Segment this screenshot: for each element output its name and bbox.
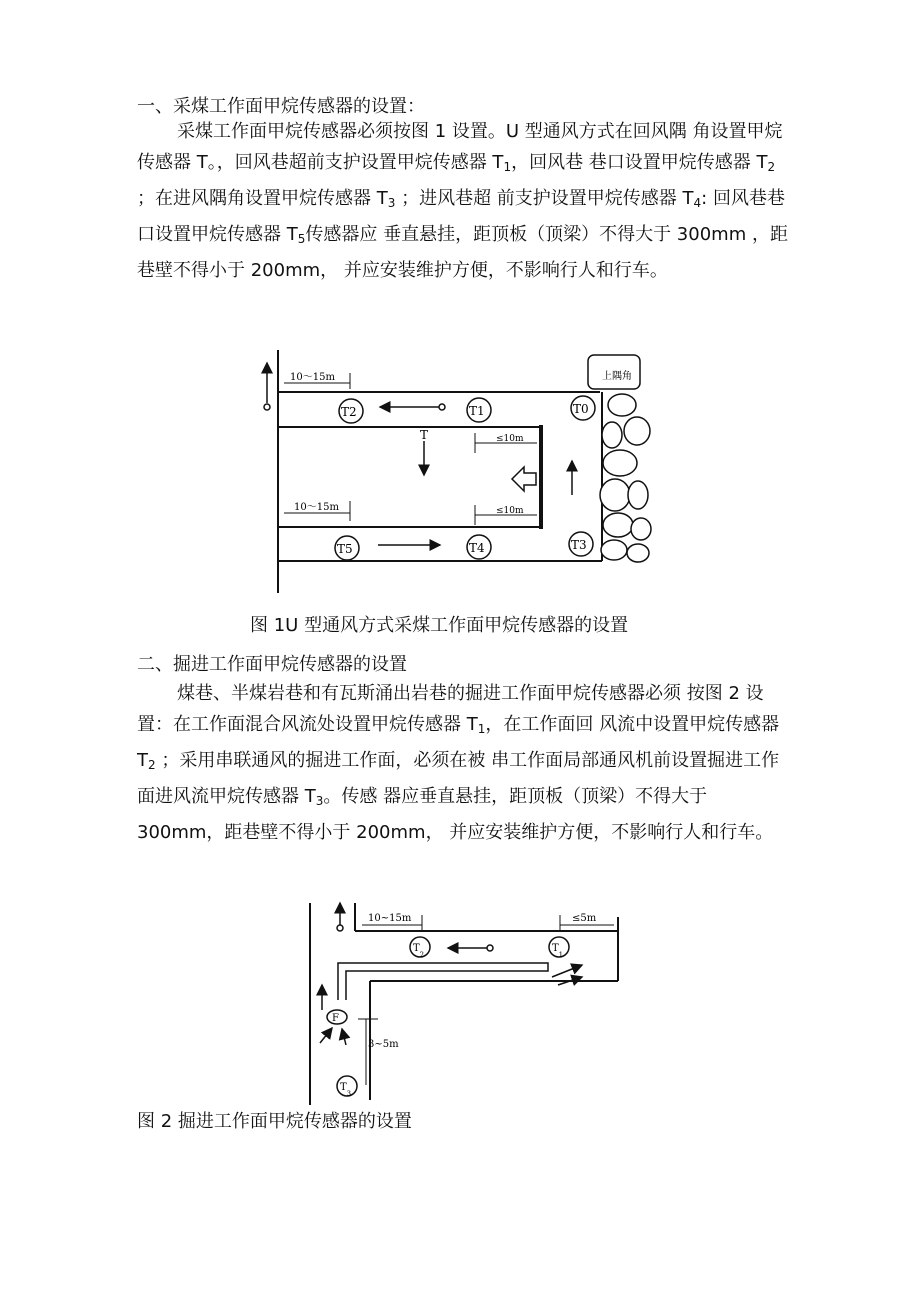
figure1-face-bottom-distance: ≤10m (496, 506, 524, 516)
figure2-diagram (300, 895, 630, 1110)
upper-corner-label: 上隅角 (602, 371, 632, 382)
figure1-face-top-distance: ≤10m (496, 434, 524, 444)
figure2-fan-distance: 3~5m (368, 1039, 399, 1050)
sensor-t0-label: T0 (573, 402, 589, 416)
sensor-t2-label: T2 (341, 405, 357, 419)
sensor-t1-label: $T_1$ (552, 943, 564, 959)
figure1-top-distance: 10～15m (290, 372, 335, 383)
sensor-t5-label: T5 (337, 542, 353, 556)
sensor-t3-label: $T_3$ (340, 1082, 352, 1098)
sensor-t2-label: $T_2$ (413, 943, 425, 959)
section2-heading: 二、掘进工作面甲烷传感器的设置 (137, 654, 407, 675)
figure1-diagram (250, 345, 670, 600)
figure1-bottom-distance: 10～15m (294, 502, 339, 513)
figure2-face-distance: ≤5m (572, 913, 597, 924)
figure1-caption: 图 1U 型通风方式采煤工作面甲烷传感器的设置 (250, 615, 629, 636)
section1-paragraph: 采煤工作面甲烷传感器必须按图 1 设置。U 型通风方式在回风隅 角设置甲烷传感器 T。，回风巷超前支护设置甲烷传感器 $T_1$，回风巷 巷口设置甲烷传感器 $T_2$ ；在进风隅角设置甲烷传感器 $T_3$ ；进风巷超 前支护设置甲烷传感器 $T_4$: 回风巷巷口设置甲烷传感器 $T_5$传感器应 垂直悬挂，距顶板（顶梁）不得大于 300mm ，距巷壁不得小于 200mm， 并应安装维护方便，不影响行人和行车。 (137, 121, 788, 281)
figure2-top-distance: 10~15m (368, 913, 412, 924)
fan-label: F (332, 1013, 339, 1024)
section1-heading: 一、采煤工作面甲烷传感器的设置： (137, 96, 425, 117)
sensor-t4-label: T4 (469, 541, 485, 555)
sensor-t3-label: T3 (571, 538, 587, 552)
figure2-caption: 图 2 掘进工作面甲烷传感器的设置 (137, 1111, 412, 1132)
face-mark: T (420, 428, 429, 442)
sensor-t1-label: T1 (469, 404, 485, 418)
section2-paragraph: 煤巷、半煤岩巷和有瓦斯涌出岩巷的掘进工作面甲烷传感器必须 按图 2 设置：在工作面混合风流处设置甲烷传感器 $T_1$，在工作面回 风流中设置甲烷传感器 $T_2$ ；采用串联通风的掘进工作面，必须在被 串工作面局部通风机前设置掘进工作面进风流甲烷传感器 $T_3$。传感 器应垂直悬挂，距顶板（顶梁）不得大于 300mm，距巷壁不得小于 200mm， 并应安装维护方便，不影响行人和行车。 (137, 683, 780, 843)
